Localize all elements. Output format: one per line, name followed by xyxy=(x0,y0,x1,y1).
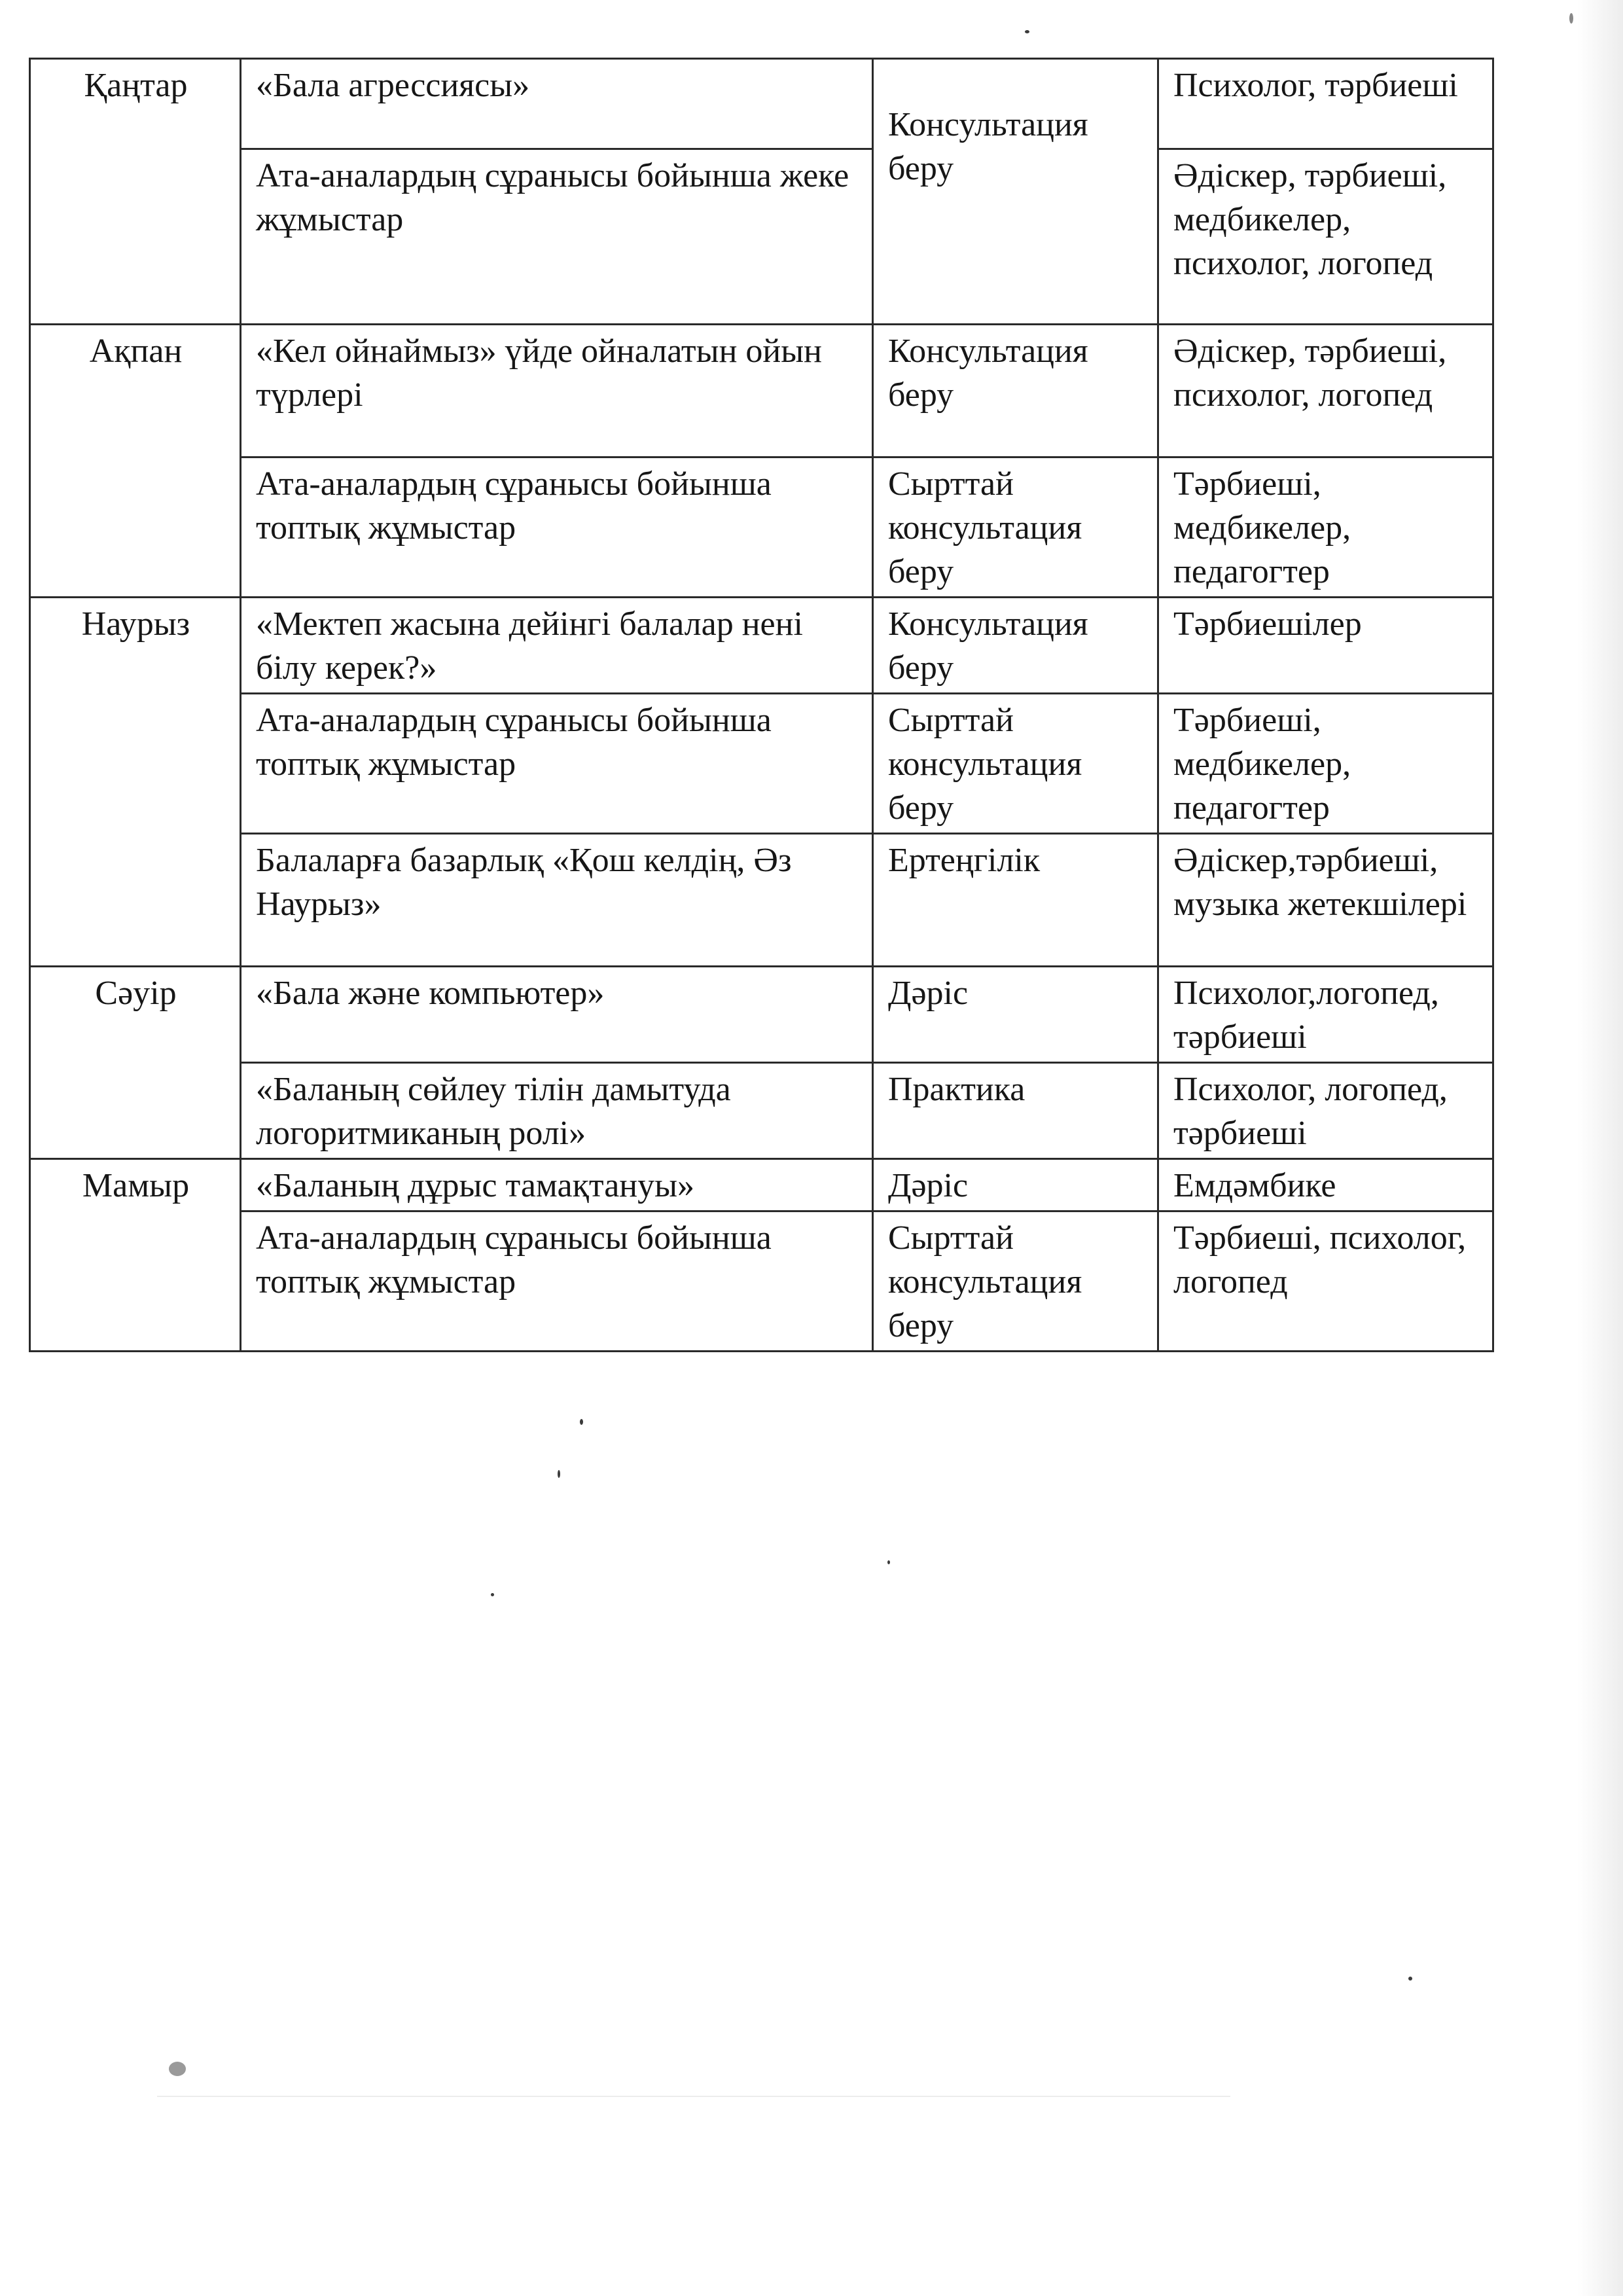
scan-speck xyxy=(580,1419,583,1425)
table-row xyxy=(30,1211,1493,1352)
form-cell: Сырттай консультация беру xyxy=(873,1211,1158,1352)
topic-cell: Ата-аналардың сұранысы бойынша топтық жұмыстар xyxy=(241,694,873,834)
scan-speck xyxy=(169,2062,186,2076)
responsible-cell: Психолог, логопед, тәрбиеші xyxy=(1158,1063,1493,1159)
table-row xyxy=(30,694,1493,834)
topic-cell: «Бала және компьютер» xyxy=(241,967,873,1063)
scan-edge-shadow xyxy=(1577,0,1623,2296)
responsible-cell: Психолог,логопед, тәрбиеші xyxy=(1158,967,1493,1063)
responsible-cell: Әдіскер, тәрбиеші, медбикелер, психолог, логопед xyxy=(1158,149,1493,325)
topic-cell: «Баланың дұрыс тамақтануы» xyxy=(241,1159,873,1211)
responsible-cell: Тәрбиеші, медбикелер, педагогтер xyxy=(1158,694,1493,834)
topic-cell: Ата-аналардың сұранысы бойынша жеке жұмыстар xyxy=(241,149,873,325)
responsible-cell: Тәрбиеші, психолог, логопед xyxy=(1158,1211,1493,1352)
topic-cell: Ата-аналардың сұранысы бойынша топтық жұмыстар xyxy=(241,1211,873,1352)
topic-cell: «Кел ойнаймыз» үйде ойналатын ойын түрлері xyxy=(241,325,873,457)
topic-cell: «Бала агрессиясы» xyxy=(241,59,873,149)
month-cell: Қаңтар xyxy=(30,59,241,325)
month-cell: Наурыз xyxy=(30,598,241,967)
form-cell: Консультация беру xyxy=(873,325,1158,457)
parent-work-plan-table xyxy=(29,58,1494,1352)
form-cell: Практика xyxy=(873,1063,1158,1159)
scan-speck xyxy=(1025,30,1029,33)
table-row xyxy=(30,325,1493,457)
table-row xyxy=(30,834,1493,967)
form-cell: Консультация беру xyxy=(873,598,1158,694)
topic-cell: Ата-аналардың сұранысы бойынша топтық жұмыстар xyxy=(241,457,873,598)
form-cell: Ертеңгілік xyxy=(873,834,1158,967)
month-cell: Мамыр xyxy=(30,1159,241,1352)
form-cell: Дәріс xyxy=(873,967,1158,1063)
form-cell: Сырттай консультация беру xyxy=(873,457,1158,598)
responsible-cell: Әдіскер, тәрбиеші, психолог, логопед xyxy=(1158,325,1493,457)
topic-cell: «Баланың сөйлеу тілін дамытуда логоритмиканың ролі» xyxy=(241,1063,873,1159)
form-cell: Дәріс xyxy=(873,1159,1158,1211)
table-row xyxy=(30,457,1493,598)
form-cell xyxy=(873,59,1158,325)
topic-cell: Балаларға базарлық «Қош келдің, Әз Наурыз» xyxy=(241,834,873,967)
month-cell: Сәуір xyxy=(30,967,241,1159)
scan-speck xyxy=(887,1560,890,1564)
table-row xyxy=(30,598,1493,694)
responsible-cell: Емдәмбике xyxy=(1158,1159,1493,1211)
form-cell: Сырттай консультация беру xyxy=(873,694,1158,834)
table-row xyxy=(30,149,1493,325)
scan-faint-line xyxy=(157,2096,1230,2097)
responsible-cell: Тәрбиеші, медбикелер, педагогтер xyxy=(1158,457,1493,598)
table-row xyxy=(30,59,1493,149)
scan-speck xyxy=(1569,13,1573,24)
responsible-cell: Тәрбиешілер xyxy=(1158,598,1493,694)
form-text: Консультация беру xyxy=(888,106,1088,187)
scan-speck xyxy=(558,1470,560,1478)
responsible-cell: Әдіскер,тәрбиеші, музыка жетекшілері xyxy=(1158,834,1493,967)
scan-speck xyxy=(491,1593,494,1596)
month-cell: Ақпан xyxy=(30,325,241,598)
topic-cell: «Мектеп жасына дейінгі балалар нені білу керек?» xyxy=(241,598,873,694)
table-row xyxy=(30,1063,1493,1159)
table-row xyxy=(30,1159,1493,1211)
scan-speck xyxy=(1408,1977,1412,1981)
responsible-cell: Психолог, тәрбиеші xyxy=(1158,59,1493,149)
table-row xyxy=(30,967,1493,1063)
